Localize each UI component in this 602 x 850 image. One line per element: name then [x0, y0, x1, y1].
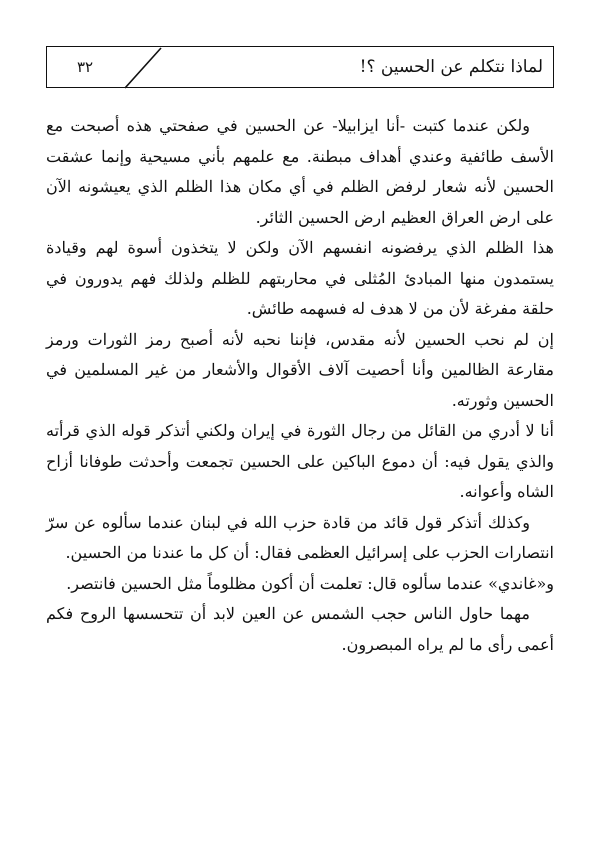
paragraph: و«غاندي» عندما سألوه قال: تعلمت أن أكون مظلوماً مثل الحسين فانتصر. [66, 573, 554, 593]
page-header [46, 46, 554, 88]
paragraph: مهما حاول الناس حجب الشمس عن العين لابد أن تتحسسها الروح فكم أعمى رأى ما لم يراه المبصرون. [46, 604, 554, 654]
paragraph: هذا الظلم الذي يرفضونه انفسهم الآن ولكن لا يتخذون أسوة لهم وقيادة يستمدون منها المبادئ المُثلى في محاربتهم للظلم ولذلك فهم يدورون في حلقة مفرغة لأن من لا هدف له فسهمه طائش. [46, 238, 554, 318]
page-number: ٣٢ [76, 58, 94, 76]
paragraph: ولكن عندما كتبت -أنا ايزابيلا- عن الحسين في صفحتي هذه أصبحت مع الأسف طائفية وعندي أهداف مبطنة. مع علمهم بأني مسيحية وإنما عشقت الحسين لأنه شعار لرفض الظلم في أي مكان هذا الظلم الذي يعيشونه الآن على ارض العراق العظيم ارض الحسين الثائر. [46, 116, 554, 227]
paragraph: أنا لا أدري من القائل من رجال الثورة في إيران ولكني أتذكر قوله الذي قرأته والذي يقول فيه: أن دموع الباكين على الحسين تجمعت وأحدثت طوفانا أزاح الشاه وأعوانه. [46, 421, 555, 501]
body-text [46, 111, 554, 660]
running-title: لماذا نتكلم عن الحسين ؟! [359, 57, 543, 77]
paragraph: إن لم نحب الحسين لأنه مقدس، فإننا نحبه لأنه أصبح رمز الثورات ورمز مقارعة الظالمين وأنا أحصيت آلاف الأقوال والأشعار من غير المسلمين في الحسين وثورته. [46, 329, 555, 410]
paragraph: وكذلك أتذكر قول قائد من قادة حزب الله في لبنان عندما سألوه عن سرّ انتصارات الحزب على إسرائيل العظمى فقال: أن كل ما عندنا من الحسين. [46, 512, 554, 562]
